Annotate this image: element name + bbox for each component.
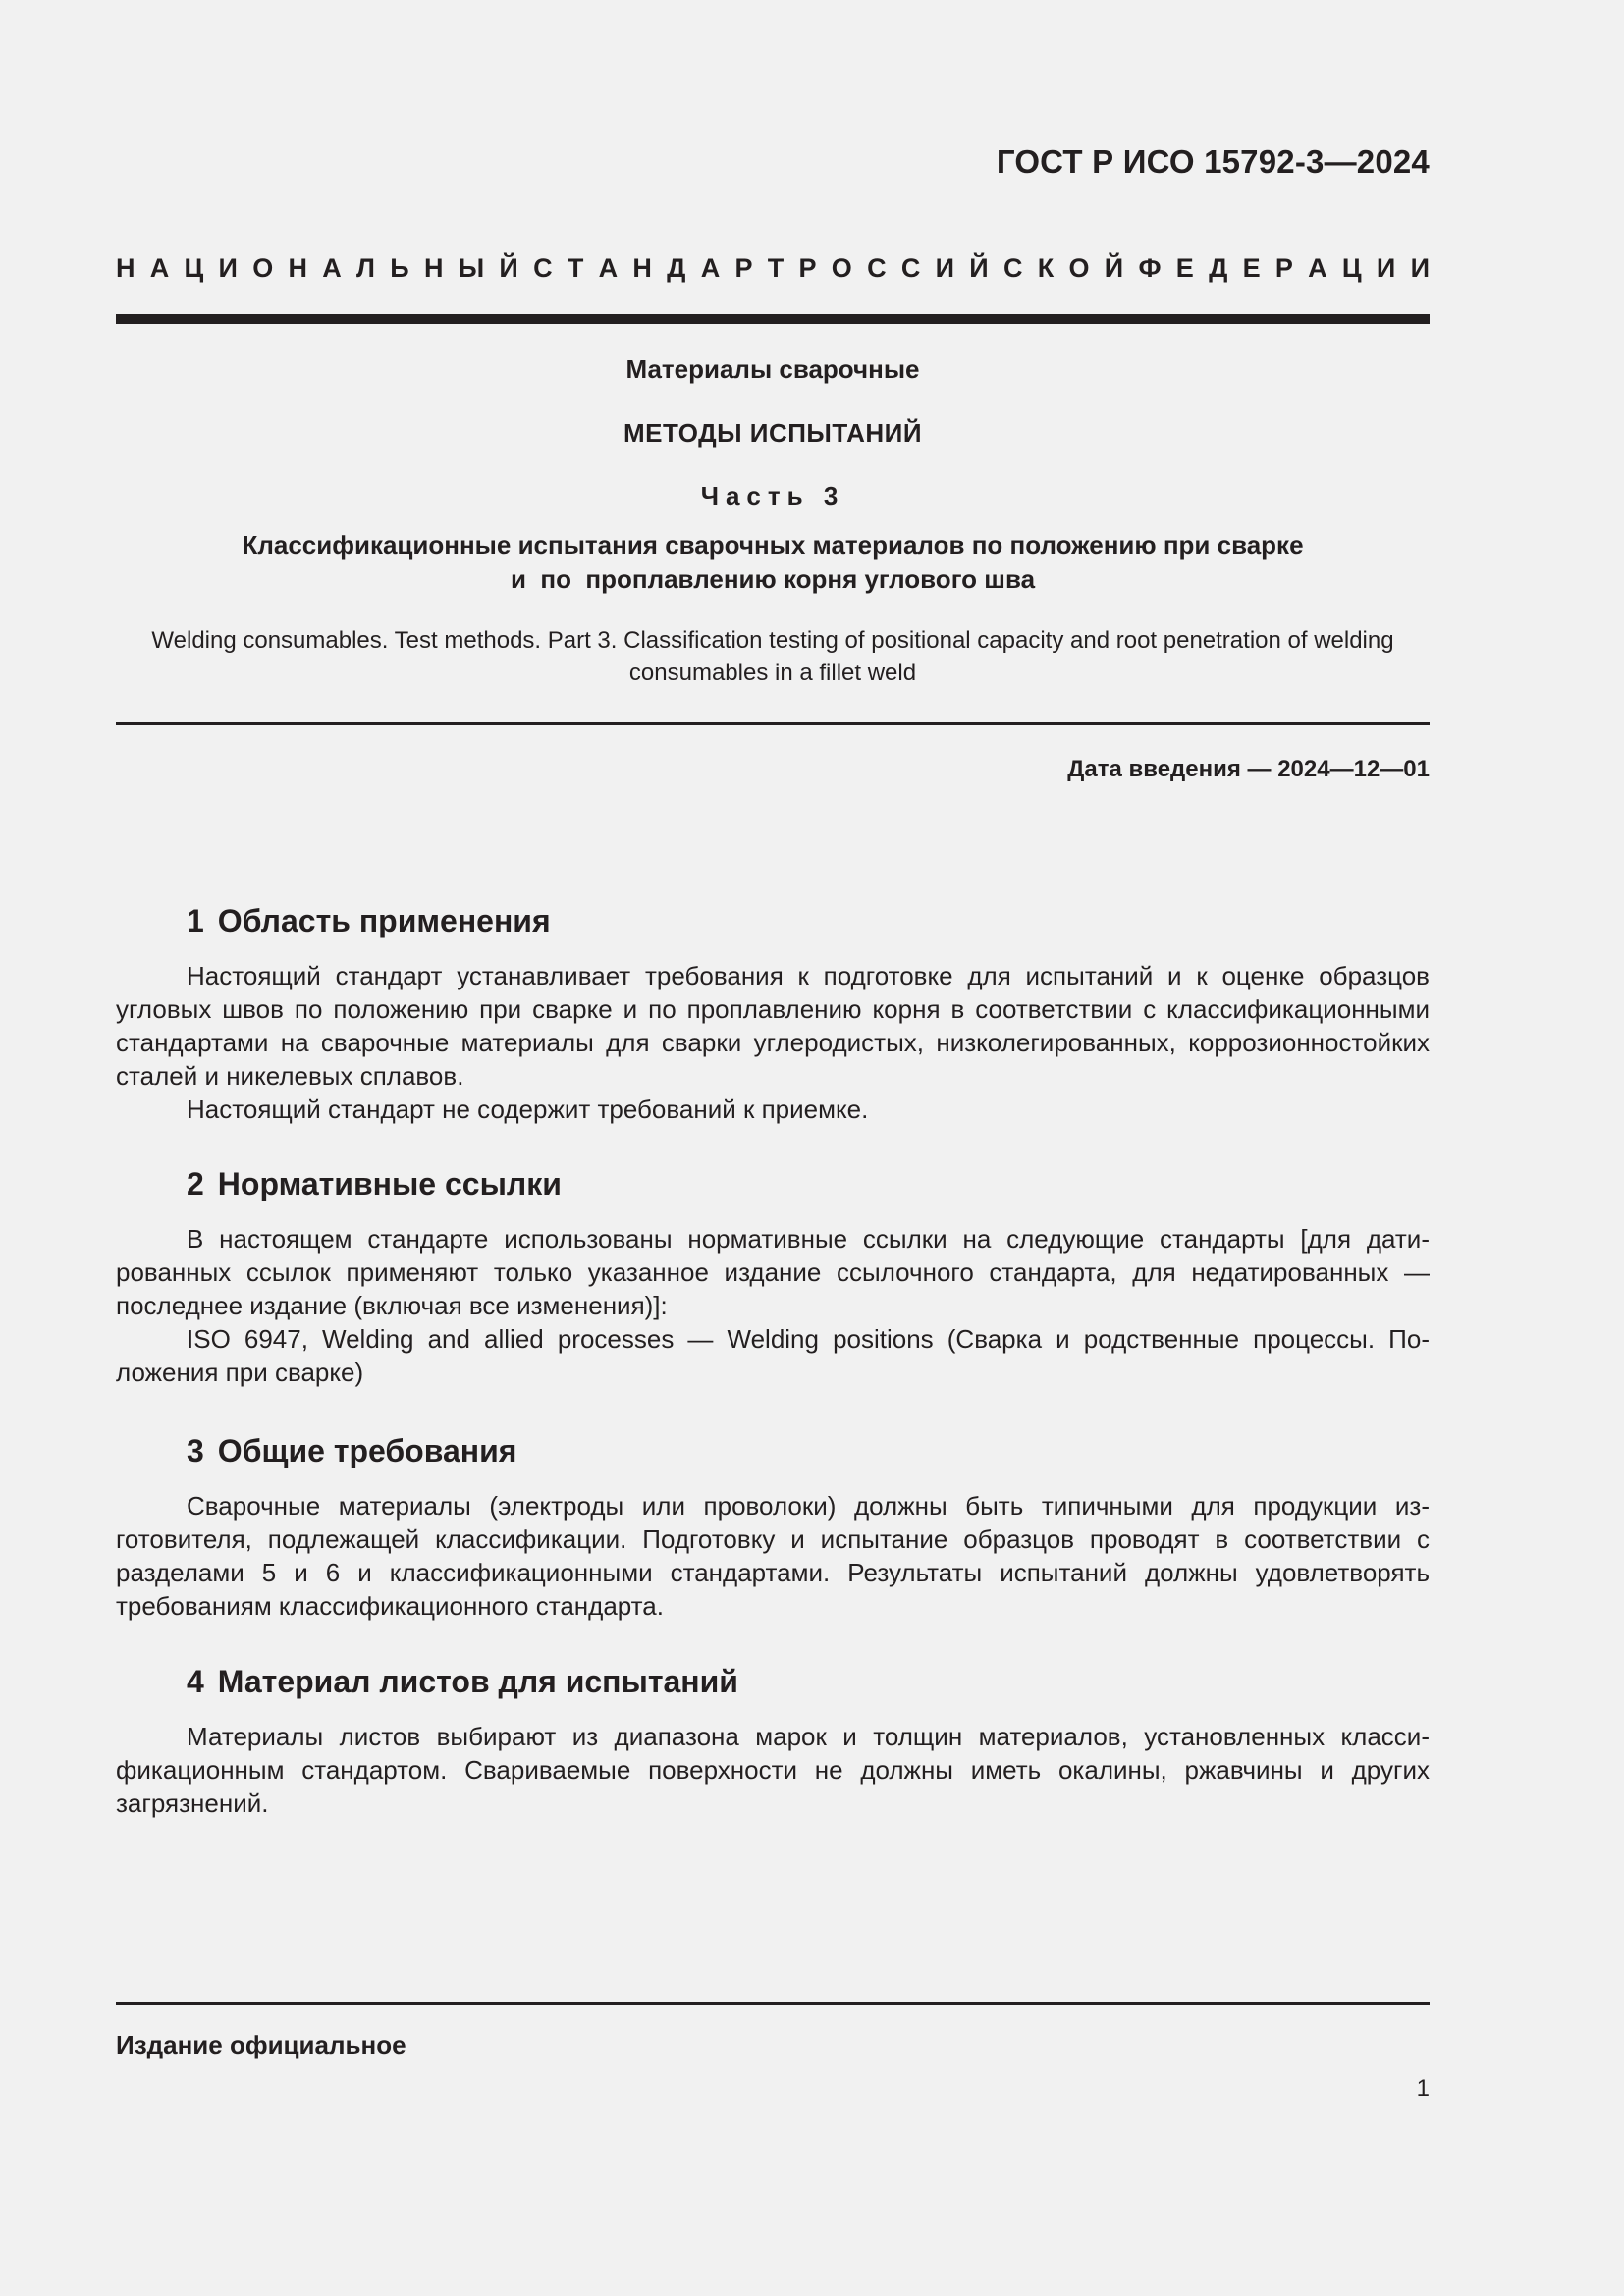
section-number: 3	[187, 1433, 204, 1468]
title-english-line1: Welding consumables. Test methods. Part 3. Classification testing of positional capacity and root penetration of welding	[151, 627, 1394, 654]
section-title: Нормативные ссылки	[217, 1166, 562, 1201]
title-english-line2: consumables in a fillet weld	[628, 660, 917, 686]
section-title: Область применения	[217, 903, 551, 938]
section-number: 2	[187, 1166, 204, 1201]
document-code: ГОСТ Р ИСО 15792-3—2024	[996, 143, 1430, 180]
section-heading	[187, 1664, 1430, 1700]
footer-divider	[116, 2002, 1430, 2005]
section-number: 4	[187, 1664, 204, 1699]
title-methods: МЕТОДЫ ИСПЫТАНИЙ	[623, 418, 923, 448]
header-divider	[116, 314, 1430, 324]
paragraph: Настоящий стандарт устанавливает требования к подготовке для испытаний и к оценке образцов угловых швов по положению при сварке и по проплавлению корня в соответствии с классификационными стандартами на сварочные материалы для сварки углеродистых, низколегированных, коррозионностойких сталей и никелевых сплавов.	[116, 961, 1430, 1091]
paragraph: Материалы листов выбирают из диапазона марок и толщин материалов, установленных классификационным стандартом. Свариваемые поверхности не должны иметь окалины, ржавчины и других загрязнений.	[116, 1722, 1430, 1818]
title-main	[116, 528, 1430, 597]
national-standard-text: Н А Ц И О Н А Л Ь Н Ы Й С Т А Н Д А Р Т Р О С С И Й С К О Й Ф Е Д Е Р А Ц И И	[116, 253, 1430, 283]
section-heading	[187, 1433, 1430, 1469]
title-main-line1: Классификационные испытания сварочных материалов по положению при сварке	[242, 530, 1304, 560]
paragraph: В настоящем стандарте использованы нормативные ссылки на следующие стандарты [для датированных ссылок применяют только указанное издание ссылочного стандарта, для недатированных — последнее издание (включая все изменения)]:	[116, 1224, 1430, 1320]
title-part: Часть 3	[700, 481, 845, 510]
national-standard-heading	[116, 253, 1430, 284]
section-heading	[187, 903, 1430, 939]
title-divider	[116, 722, 1430, 725]
introduction-date: Дата введения — 2024—12—01	[1067, 756, 1430, 782]
title-materials: Материалы сварочные	[625, 354, 920, 384]
section-number: 1	[187, 903, 204, 938]
page-number: 1	[1416, 2075, 1430, 2102]
section-title: Материал листов для испытаний	[217, 1664, 738, 1699]
section-normative-references	[116, 1166, 1430, 1389]
section-test-plate-material	[116, 1664, 1430, 1820]
paragraph: Настоящий стандарт не содержит требований к приемке.	[187, 1095, 869, 1124]
section-scope	[116, 903, 1430, 1126]
section-title: Общие требования	[217, 1433, 517, 1468]
paragraph: Сварочные материалы (электроды или проволоки) должны быть типичными для продукции изготовителя, подлежащей классификации. Подготовку и испытание образцов проводят в соответствии с разделами 5 и 6 и классификационными стандартами. Результаты испытаний должны удовлетворять требованиям классификационного стандарта.	[116, 1491, 1430, 1621]
title-main-line2: и по проплавлению корня углового шва	[510, 564, 1036, 594]
title-english	[116, 624, 1430, 689]
official-edition-label: Издание официальное	[116, 2030, 406, 2059]
section-heading	[187, 1166, 1430, 1202]
section-general-requirements	[116, 1433, 1430, 1623]
paragraph: ISO 6947, Welding and allied processes — Welding positions (Сварка и родственные процессы. Положения при сварке)	[116, 1324, 1430, 1387]
